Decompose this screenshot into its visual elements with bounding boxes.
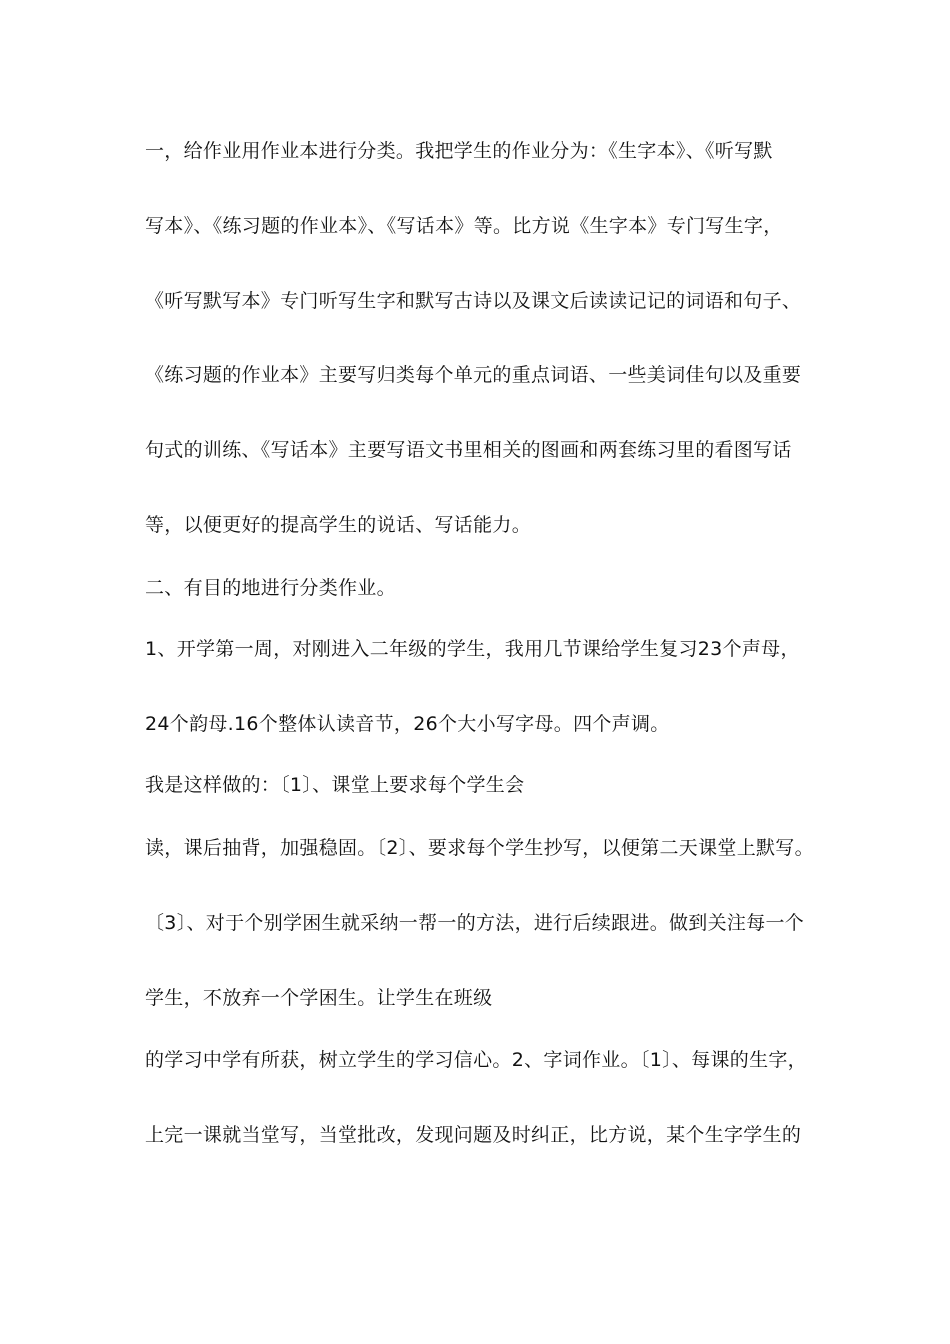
text-line: 的学习中学有所获，树立学生的学习信心。2、字词作业。〔1〕、每课的生字， — [145, 1049, 807, 1071]
text-line: 《练习题的作业本》主要写归类每个单元的重点词语、一些美词佳句以及重要 — [145, 364, 802, 386]
text-line: 一，给作业用作业本进行分类。我把学生的作业分为：《生字本》、《听写默 — [145, 140, 773, 162]
text-line: 《听写默写本》专门听写生字和默写古诗以及课文后读读记记的词语和句子、 — [145, 290, 802, 312]
text-line: 等，以便更好的提高学生的说话、写话能力。 — [145, 514, 532, 536]
text-line: 上完一课就当堂写，当堂批改，发现问题及时纠正，比方说，某个生字学生的 — [145, 1124, 802, 1146]
text-line: 〔3〕、对于个别学困生就采纳一帮一的方法，进行后续跟进。做到关注每一个 — [145, 912, 805, 934]
text-line: 学生，不放弃一个学困生。让学生在班级 — [145, 987, 493, 1009]
text-line: 写本》、《练习题的作业本》、《写话本》等。比方说《生字本》专门写生字， — [145, 215, 783, 237]
text-line: 1、开学第一周，对刚进入二年级的学生，我用几节课给学生复习23个声母， — [145, 638, 800, 660]
text-line: 24个韵母.16个整体认读音节，26个大小写字母。四个声调。 — [145, 713, 670, 735]
text-line: 读，课后抽背，加强稳固。〔2〕、要求每个学生抄写，以便第二天课堂上默写。 — [145, 837, 814, 859]
section-heading: 二、有目的地进行分类作业。 — [145, 577, 396, 599]
text-line: 我是这样做的：〔1〕、课堂上要求每个学生会 — [145, 774, 525, 796]
text-line: 句式的训练、《写话本》主要写语文书里相关的图画和两套练习里的看图写话 — [145, 439, 792, 461]
